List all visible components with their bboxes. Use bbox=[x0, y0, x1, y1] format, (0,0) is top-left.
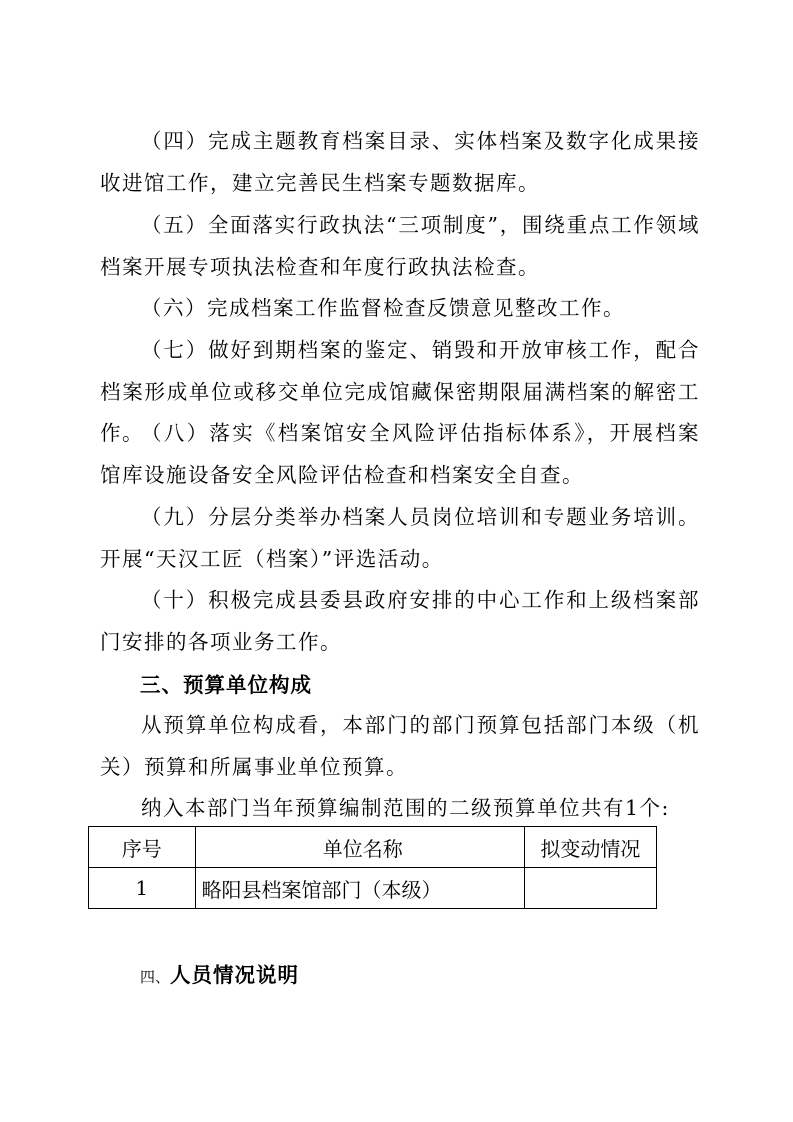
paragraph-item-6: （六）完成档案工作监督检查反馈意见整改工作。 bbox=[141, 296, 625, 320]
budget-units-table bbox=[88, 826, 657, 909]
cell-change bbox=[524, 868, 656, 909]
paragraph-item-5: （五）全面落实行政执法“三项制度”，围绕重点工作领域档案开展专项执法检查和年度行政执法检查。 bbox=[100, 213, 700, 279]
section-3-count-text: 纳入本部门当年预算编制范围的二级预算单位共有1个: bbox=[141, 796, 670, 820]
table-row bbox=[89, 868, 657, 909]
header-change: 拟变动情况 bbox=[524, 827, 656, 868]
section-3-heading: 三、预算单位构成 bbox=[140, 673, 312, 697]
paragraph-item-10: （十）积极完成县委县政府安排的中心工作和上级档案部门安排的各项业务工作。 bbox=[100, 588, 700, 654]
paragraph-item-8: （八）落实《档案馆安全风险评估指标体系》，开展档案馆库设施设备安全风险评估检查和档案安全自查。 bbox=[100, 421, 700, 487]
paragraph-item-9: （九）分层分类举办档案人员岗位培训和专题业务培训。开展“天汉工匠（档案）”评选活动。 bbox=[100, 505, 700, 571]
section-4-number: 四、 bbox=[140, 968, 171, 986]
table-header-row bbox=[89, 827, 657, 868]
paragraph-item-7: （七）做好到期档案的鉴定、销毁和开放审核工作，配合档案形成单位或移交单位完成馆藏保密期限届满档案的解密工作。 bbox=[100, 338, 700, 445]
header-index: 序号 bbox=[89, 827, 196, 868]
section-3-intro: 从预算单位构成看，本部门的部门预算包括部门本级（机关）预算和所属事业单位预算。 bbox=[100, 713, 700, 779]
header-unit-name: 单位名称 bbox=[195, 827, 524, 868]
section-4-heading bbox=[140, 960, 299, 992]
cell-unit-name: 略阳县档案馆部门（本级） bbox=[195, 868, 524, 909]
section-4-title: 人员情况说明 bbox=[170, 963, 300, 987]
paragraph-item-4: （四）完成主题教育档案目录、实体档案及数字化成果接收进馆工作，建立完善民生档案专题数据库。 bbox=[100, 129, 700, 195]
cell-index: 1 bbox=[89, 868, 196, 909]
